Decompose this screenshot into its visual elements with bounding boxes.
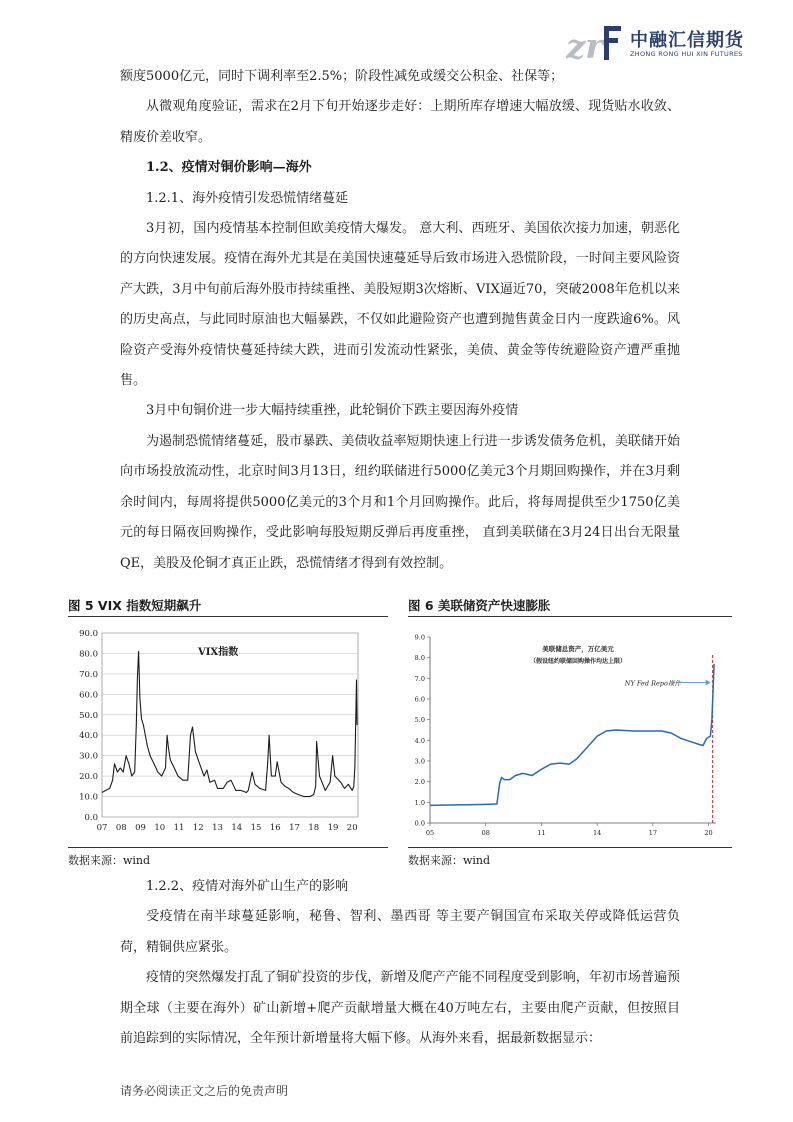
body-text-top [120,62,680,579]
x-tick-label: 16 [269,823,281,833]
x-tick-label: 15 [250,823,262,833]
y-tick-label: 10.0 [79,792,98,803]
x-tick-label: 05 [425,829,435,837]
figure-6-source: 数据来源：wind [408,854,491,867]
y-tick-label: 70.0 [79,669,98,680]
paragraph: 额度5000亿元，同时下调利率至2.5%；阶段性减免或缓交公积金、社保等； [120,69,564,84]
x-tick-label: 17 [648,829,657,837]
x-tick-label: 14 [593,829,602,837]
y-tick-label: 50.0 [79,710,98,721]
y-tick-label: 90.0 [79,629,98,639]
subsection-heading: 1.2.2、疫情对海外矿山生产的影响 [146,879,349,894]
plot-area [102,633,358,817]
figure-6-frame [408,616,732,848]
y-tick-label: 9.0 [414,633,425,642]
y-tick-label: 20.0 [79,772,98,783]
x-tick-label: 18 [308,823,320,833]
repo-annotation: NY Fed Repo操作 [624,679,681,688]
y-tick-label: 40.0 [79,731,98,742]
y-tick-label: 3.0 [414,757,425,766]
x-tick-label: 13 [212,823,223,833]
body-text-bottom [120,872,680,1054]
disclaimer-footer: 请务必阅读正文之后的免责声明 [120,1084,289,1098]
y-tick-label: 30.0 [79,751,98,762]
x-tick-label: 20 [346,823,358,833]
chart-title: VIX指数 [198,647,239,658]
y-tick-label: 7.0 [414,674,425,683]
paragraph: 疫情的突然爆发打乱了铜矿投资的步伐，新增及爬产产能不同程度受到影响，年初市场普遍预期全球（主要在海外）矿山新增+爬产贡献增量大概在40万吨左右，主要由爬产贡献，但按照目前追踪到的实际情况，全年预计新增量将大幅下修。从海外来看，据最新数据显示： [120,970,680,1047]
figure-5-source: 数据来源：wind [68,854,151,867]
y-tick-label: 0.0 [84,813,98,823]
x-tick-label: 11 [537,829,546,837]
paragraph: 为遏制恐慌情绪蔓延，股市暴跌、美债收益率短期快速上行进一步诱发债务危机，美联储开始向市场投放流动性，北京时间3月13日，纽约联储进行5000亿美元3个月期回购操作，并在3月剩余时间内，每周将提供5000亿美元的3个月和1个月回购操作。此后，将每周提供至少1750亿美元的每日隔夜回购操作，受此影响每股短期反弹后再度重挫， 直到美联储在3月24日出台无限量QE，美股及伦铜才真正止跌，恐慌情绪才得到有效控制。 [120,433,680,571]
chart-subtitle: （假设纽约联储回购操作均达上限） [529,658,627,665]
x-tick-label: 11 [173,823,185,833]
x-tick-label: 20 [704,829,713,837]
figure-5-caption: 图 5 VIX 指数短期飙升 [68,598,202,613]
subsection-heading: 1.2.1、海外疫情引发恐慌情绪蔓延 [146,190,349,206]
x-tick-label: 19 [327,823,339,833]
paragraph: 3月中旬铜价进一步大幅持续重挫，此轮铜价下跌主要因海外疫情 [146,403,519,419]
x-tick-label: 08 [115,823,127,833]
paragraph: 3月初，国内疫情基本控制但欧美疫情大爆发。 意大利、西班牙、美国依次接力加速，朝恶化的方向快速发展。疫情在海外尤其是在美国快速蔓延导后致市场进入恐慌阶段，一时间主要风险资产大跌，3月中旬前后海外股市持续重挫、美股短期3次熔断、VIX逼近70，突破2008年危机以来的历史高点，与此同时原油也大幅暴跌，不仅如此避险资产也遭到抛售黄金日内一度跌逾6%。风险资产受海外疫情快蔓延持续大跌，进而引发流动性紧张，美债、黄金等传统避险资产遭严重抛售。 [120,221,680,389]
x-tick-label: 12 [192,823,204,833]
y-tick-label: 80.0 [79,649,98,660]
x-tick-label: 10 [154,823,166,833]
x-tick-label: 07 [96,823,108,833]
x-tick-label: 14 [231,823,243,833]
zrf-logo-mark-icon [566,22,622,64]
annotation-arrow-head-icon [706,679,711,685]
x-tick-label: 17 [289,823,300,833]
y-tick-label: 4.0 [414,736,425,745]
y-tick-label: 5.0 [414,716,425,725]
x-tick-label: 08 [481,829,490,837]
figure-6-caption: 图 6 美联储资产快速膨胀 [408,598,551,613]
paragraph: 受疫情在南半球蔓延影响，秘鲁、智利、墨西哥 等主要产铜国宣布采取关停或降低运营负荷，精铜供应紧张。 [120,909,680,955]
logo-english-name: ZHONG RONG HUI XIN FUTURES [630,50,743,58]
vix-line-chart [68,617,388,847]
y-tick-label: 0.0 [414,819,425,828]
section-heading: 1.2、疫情对铜价影响—海外 [146,160,312,176]
y-tick-label: 60.0 [79,690,98,701]
y-tick-label: 2.0 [414,778,425,787]
svg-text:zr: zr [566,27,604,64]
y-tick-label: 1.0 [414,798,425,807]
logo-chinese-name: 中融汇信期货 [630,30,744,51]
figure-5-frame [68,616,388,848]
y-tick-label: 8.0 [414,654,425,663]
paragraph: 从微观角度验证，需求在2月下旬开始逐步走好：上期所库存增速大幅放缓、现货贴水收敛、精废价差收窄。 [120,99,680,145]
x-tick-label: 09 [135,823,146,833]
chart-title: 美联储总资产，万亿美元 [542,645,614,653]
fed-assets-line-chart [408,617,732,847]
y-tick-label: 6.0 [414,695,425,704]
